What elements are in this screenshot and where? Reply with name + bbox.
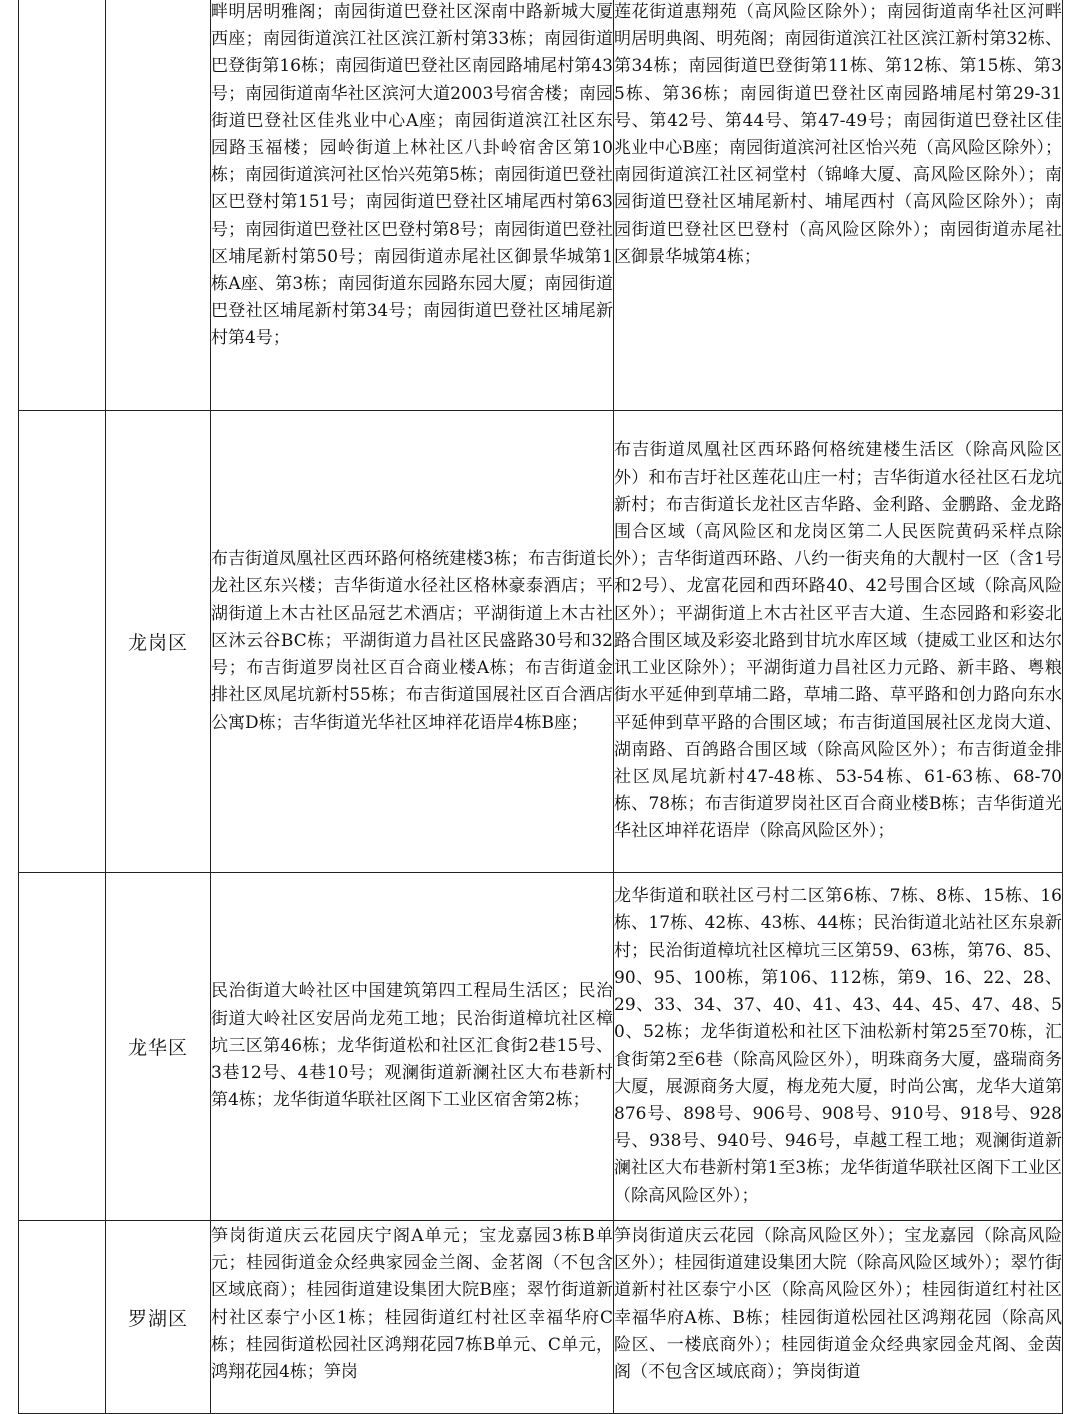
high-risk-areas-cell: 民治街道大岭社区中国建筑第四工程局生活区；民治街道大岭社区安居尚龙苑工地；民治街道樟坑社区樟坑三区第46栋；龙华街道松和社区汇食街2巷15号、3巷12号、4巷10号；观澜街道新澜社区大布巷新村第4栋；龙华街道华联社区阁下工业区宿舍第2栋； bbox=[211, 873, 614, 1221]
table-row bbox=[19, 411, 1063, 873]
table-row bbox=[19, 0, 1063, 411]
risk-area-table bbox=[18, 0, 1063, 1414]
district-cell: 龙岗区 bbox=[106, 411, 211, 873]
high-risk-areas-cell: 笋岗街道庆云花园庆宁阁A单元；宝龙嘉园3栋B单元；桂园街道金众经典家园金兰阁、金茗阁（不包含区域底商）；桂园街道建设集团大院B座；翠竹街道新村社区泰宁小区1栋；桂园街道红村社区幸福华府C栋；桂园街道松园社区鸿翔花园7栋B单元、C单元，鸿翔花园4栋；笋岗 bbox=[211, 1221, 614, 1414]
medium-risk-areas-cell: 莲花街道惠翔苑（高风险区除外）；南园街道南华社区河畔明居明典阁、明苑阁；南园街道滨江社区滨江新村第32栋、第34栋；南园街道巴登街第11栋、第12栋、第15栋、第35栋、第36栋；南园街道巴登社区南园路埔尾村第29-31号、第42号、第44号、第47-49号；南园街道巴登社区佳兆业中心B座；南园街道滨河社区怡兴苑（高风险区除外）；南园街道滨江社区祠堂村（锦峰大厦、高风险区除外）；南园街道巴登社区埔尾新村、埔尾西村（高风险区除外）；南园街道巴登社区巴登村（高风险区除外）；南园街道赤尾社区御景华城第4栋； bbox=[614, 0, 1063, 411]
medium-risk-areas-cell: 布吉街道凤凰社区西环路何格统建楼生活区（除高风险区外）和布吉圩社区莲花山庄一村；吉华街道水径社区石龙坑新村；布吉街道长龙社区吉华路、金利路、金鹏路、金龙路围合区域（高风险区和龙岗区第二人民医院黄码采样点除外）；吉华街道西环路、八约一街夹角的大靓村一区（含1号和2号）、龙富花园和西环路40、42号围合区域（除高风险区外）；平湖街道上木古社区平吉大道、生态园路和彩姿北路合围区域及彩姿北路到甘坑水库区域（捷威工业区和达尔讯工业区除外）；平湖街道力昌社区力元路、新丰路、粤粮街水平延伸到草埔二路，草埔二路、草平路和创力路向东水平延伸到草平路的合围区域；布吉街道国展社区龙岗大道、湖南路、百鸽路合围区域（除高风险区外）；布吉街道金排社区凤尾坑新村47-48栋、53-54栋、61-63栋、68-70栋、78栋；布吉街道罗岗社区百合商业楼B栋；吉华街道光华社区坤祥花语岸（除高风险区外）； bbox=[614, 411, 1063, 873]
district-cell bbox=[106, 0, 211, 411]
high-risk-areas-cell: 布吉街道凤凰社区西环路何格统建楼3栋；布吉街道长龙社区东兴楼；吉华街道水径社区格林豪泰酒店；平湖街道上木古社区品冠艺术酒店；平湖街道上木古社区沐云谷BC栋；平湖街道力昌社区民盛路30号和32号；布吉街道罗岗社区百合商业楼A栋；布吉街道金排社区凤尾坑新村55栋；布吉街道国展社区百合酒店公寓D栋；吉华街道光华社区坤祥花语岸4栋B座； bbox=[211, 411, 614, 873]
district-cell: 龙华区 bbox=[106, 873, 211, 1221]
table-row bbox=[19, 1221, 1063, 1414]
medium-risk-areas-cell: 龙华街道和联社区弓村二区第6栋、7栋、8栋、15栋、16栋、17栋、42栋、43栋、44栋；民治街道北站社区东泉新村；民治街道樟坑社区樟坑三区第59、63栋，第76、85、90、95、100栋，第106、112栋，第9、16、22、28、29、33、34、37、40、41、43、44、45、47、48、50、52栋；龙华街道松和社区下油松新村第25至70栋，汇食街第2至6巷（除高风险区外），明珠商务大厦，盛瑞商务大厦，展源商务大厦，梅龙苑大厦，时尚公寓，龙华大道第876号、898号、906号、908号、910号、918号、928号、938号、940号、946号，卓越工程工地；观澜街道新澜社区大布巷新村第1至3栋；龙华街道华联社区阁下工业区（除高风险区外）； bbox=[614, 873, 1063, 1221]
city-cell bbox=[19, 411, 106, 873]
city-cell bbox=[19, 873, 106, 1221]
table-row bbox=[19, 873, 1063, 1221]
district-cell: 罗湖区 bbox=[106, 1221, 211, 1414]
medium-risk-areas-cell: 笋岗街道庆云花园（除高风险区外）；宝龙嘉园（除高风险区外）；桂园街道建设集团大院（除高风险区域外）；翠竹街道新村社区泰宁小区（除高风险区外）；桂园街道红村社区幸福华府A栋、B栋；桂园街道松园社区鸿翔花园（除高风险区、一楼底商外）；桂园街道金众经典家园金芃阁、金茵阁（不包含区域底商）；笋岗街道 bbox=[614, 1221, 1063, 1414]
city-cell bbox=[19, 0, 106, 411]
city-cell bbox=[19, 1221, 106, 1414]
high-risk-areas-cell: 畔明居明雅阁；南园街道巴登社区深南中路新城大厦西座；南园街道滨江社区滨江新村第33栋；南园街道巴登街第16栋；南园街道巴登社区南园路埔尾村第43号；南园街道南华社区滨河大道2003号宿舍楼；南园街道巴登社区佳兆业中心A座；南园街道滨江社区东园路玉福楼；园岭街道上林社区八卦岭宿舍区第10栋；南园街道滨河社区怡兴苑第5栋；南园街道巴登社区巴登村第151号；南园街道巴登社区埔尾西村第63号；南园街道巴登社区巴登村第8号；南园街道巴登社区埔尾新村第50号；南园街道赤尾社区御景华城第1栋A座、第3栋；南园街道东园路东园大厦；南园街道巴登社区埔尾新村第34号；南园街道巴登社区埔尾新村第4号； bbox=[211, 0, 614, 411]
